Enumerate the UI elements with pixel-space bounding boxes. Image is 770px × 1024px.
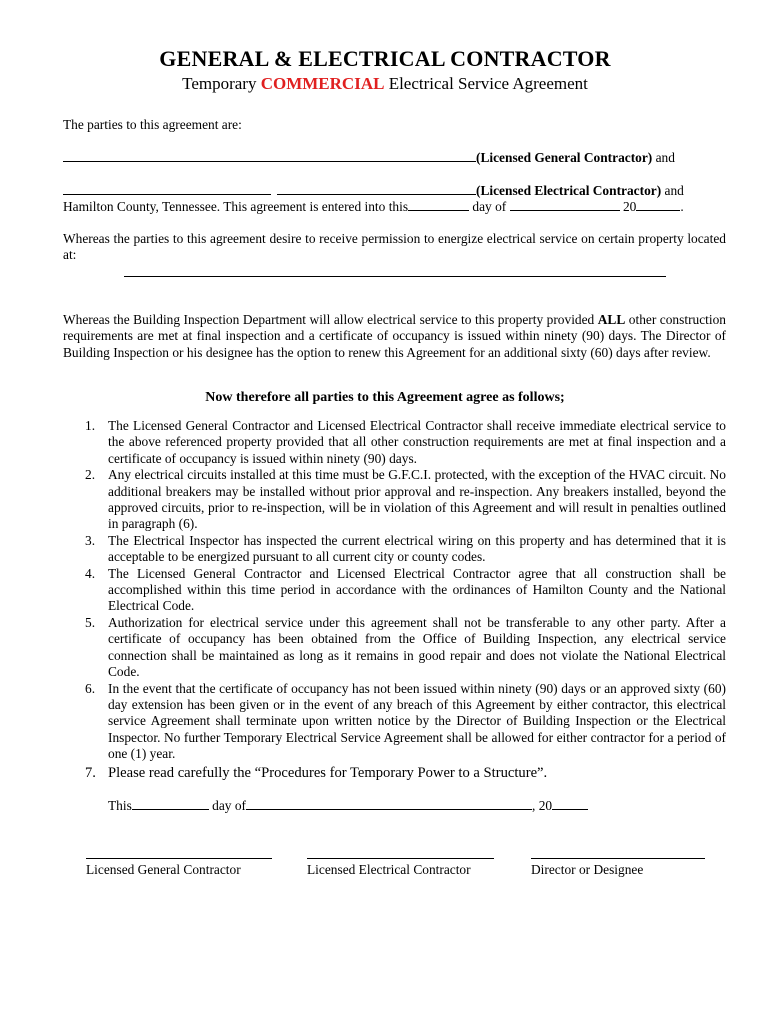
signing-year-blank[interactable] — [552, 797, 588, 810]
signing-month-blank[interactable] — [246, 797, 532, 810]
subtitle-prefix: Temporary — [182, 74, 261, 93]
term-text: The Electrical Inspector has inspected the current electrical wiring on this property and has determined that it is acceptable to be energized pursuant to all current city or county codes. — [108, 532, 726, 565]
and-text: and — [652, 150, 675, 165]
term-number: 3. — [85, 532, 96, 548]
general-contractor-signature-line[interactable] — [86, 858, 272, 859]
signing-day-blank[interactable] — [132, 797, 209, 810]
term-text: Authorization for electrical service under this agreement shall not be transferable to any other party. After a certificate of occupancy has been obtained from the Office of Building Inspection, any electrical service connection shall be maintained as long as it remains in good repair and does not violate the National Electrical Code. — [108, 614, 726, 680]
term-text: In the event that the certificate of occupancy has not been issued within ninety (90) days or an approved sixty (60) day extension has been given or in the event of any breach of this Agreement by either contractor, this electrical service Agreement shall terminate upon written notice by the Director of Building Inspection or the Electrical Inspector. No further Temporary Electrical Service Agreement shall be allowed for either contractor for a period of one (1) year. — [108, 680, 726, 762]
parties-intro: The parties to this agreement are: — [63, 117, 242, 132]
whereas-property-paragraph: Whereas the parties to this agreement desire to receive permission to energize electrical service on certain property located at: — [63, 231, 726, 263]
period-text: . — [680, 199, 684, 214]
general-contractor-blank[interactable] — [63, 149, 476, 162]
electrical-contractor-signature-label: Licensed Electrical Contractor — [307, 862, 471, 877]
whereas-inspection-text-1: Whereas the Building Inspection Department will allow electrical service to this property provided — [63, 312, 598, 327]
term-number: 4. — [85, 565, 96, 581]
term-item-6 — [63, 681, 726, 763]
term-item-4 — [63, 566, 726, 615]
term-number: 5. — [85, 614, 96, 630]
day-of-text: day of — [469, 199, 510, 214]
term-item-7 — [63, 764, 726, 782]
electrical-contractor-row — [63, 182, 684, 199]
term-item-3 — [63, 533, 726, 566]
term-number: 1. — [85, 418, 96, 433]
term-number: 6. — [85, 680, 96, 696]
electrical-contractor-signature-line[interactable] — [307, 858, 494, 859]
electrical-contractor-blank-2[interactable] — [277, 182, 476, 195]
location-text: Hamilton County, Tennessee. This agreement is entered into this — [63, 199, 409, 214]
term-text: The Licensed General Contractor and Licensed Electrical Contractor shall receive immediate electrical service to the above referenced property provided that all other construction requirements are met at final inspection and a certificate of occupancy is issued within ninety (90) days. — [108, 418, 726, 466]
agreement-terms-list — [63, 418, 726, 782]
year-prefix: , 20 — [532, 798, 553, 813]
term-text: Any electrical circuits installed at this time must be G.F.C.I. protected, with the exception of the HVAC circuit. No additional breakers may be installed without prior approval and re-inspection. Any breakers installed, beyond the approved circuits, prior to re-inspection, will be in violation of this Agreement and will result in penalties outlined in paragraph (6). — [108, 467, 726, 532]
term-item-5 — [63, 615, 726, 681]
term-number: 7. — [85, 764, 96, 781]
signing-date-row — [108, 797, 588, 814]
term-text: Please read carefully the “Procedures for Temporary Power to a Structure”. — [108, 764, 548, 781]
term-text: The Licensed General Contractor and Licensed Electrical Contractor agree that all construction shall be accomplished within this time period in accordance with the ordinances of Hamilton County and the National Electrical Code. — [108, 565, 726, 614]
location-date-row — [63, 198, 684, 215]
subtitle-highlight: COMMERCIAL — [260, 74, 385, 93]
subtitle-suffix: Electrical Service Agreement — [384, 74, 588, 93]
term-number: 2. — [85, 467, 96, 483]
entered-year-blank[interactable] — [636, 198, 680, 211]
electrical-contractor-blank-1[interactable] — [63, 182, 271, 195]
term-item-1 — [63, 418, 726, 467]
director-signature-label: Director or Designee — [531, 862, 644, 877]
day-of-text: day of — [208, 798, 246, 813]
whereas-inspection-paragraph — [63, 312, 726, 361]
term-item-2 — [63, 467, 726, 533]
document-subtitle — [0, 74, 770, 94]
property-address-line[interactable] — [124, 276, 666, 277]
year-prefix: 20 — [619, 199, 637, 214]
electrical-contractor-label: (Licensed Electrical Contractor) — [476, 183, 662, 198]
whereas-inspection-all: ALL — [597, 312, 626, 327]
whereas-inspection-text-2: other construction requirements are met at final inspection and a certificate of occupancy is issued within ninety (90) days. The Director of Building Inspection or his designee has the option to renew this Agreement for an additional sixty (60) days after review. — [63, 312, 726, 360]
entered-day-blank[interactable] — [408, 198, 469, 211]
director-signature-line[interactable] — [531, 858, 705, 859]
document-title: GENERAL & ELECTRICAL CONTRACTOR — [159, 46, 611, 71]
general-contractor-row — [63, 149, 675, 166]
this-text: This — [108, 798, 132, 813]
general-contractor-signature-label: Licensed General Contractor — [86, 862, 241, 877]
general-contractor-label: (Licensed General Contractor) — [476, 150, 653, 165]
and-text: and — [661, 183, 684, 198]
agreement-heading: Now therefore all parties to this Agreement agree as follows; — [205, 390, 565, 405]
entered-month-blank[interactable] — [510, 198, 620, 211]
